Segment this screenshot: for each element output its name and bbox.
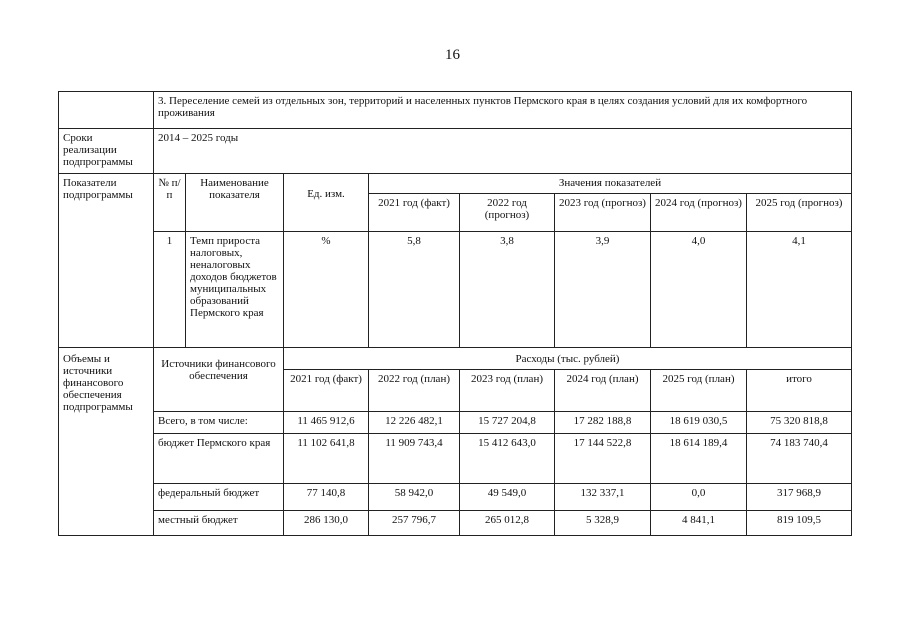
total-2025: 18 619 030,5 — [651, 412, 747, 434]
terms-value: 2014 – 2025 годы — [154, 129, 852, 174]
indicator-value-2025: 4,1 — [747, 232, 852, 348]
total-2021: 11 465 912,6 — [284, 412, 369, 434]
indicator-name: Темп прироста налоговых, неналоговых доходов бюджетов муниципальных образований Пермского края — [186, 232, 284, 348]
source-local: местный бюджет — [154, 511, 284, 536]
indicator-year-2022: 2022 год (прогноз) — [460, 194, 555, 232]
funding-year-2021: 2021 год (факт) — [284, 370, 369, 412]
terms-row — [59, 129, 852, 174]
funding-row-regional — [59, 434, 852, 484]
indicator-value-2023: 3,9 — [555, 232, 651, 348]
indicator-unit: % — [284, 232, 369, 348]
col-source-header: Источники финансового обеспечения — [154, 348, 284, 412]
regional-sum: 74 183 740,4 — [747, 434, 852, 484]
funding-year-2022: 2022 год (план) — [369, 370, 460, 412]
funding-year-2023: 2023 год (план) — [460, 370, 555, 412]
terms-label: Сроки реализации подпрограммы — [59, 129, 154, 174]
funding-year-2024: 2024 год (план) — [555, 370, 651, 412]
funding-label: Объемы и источники финансового обеспечения подпрограммы — [59, 348, 154, 536]
total-sum: 75 320 818,8 — [747, 412, 852, 434]
expenses-header: Расходы (тыс. рублей) — [284, 348, 852, 370]
regional-2023: 15 412 643,0 — [460, 434, 555, 484]
federal-2022: 58 942,0 — [369, 484, 460, 511]
local-2025: 4 841,1 — [651, 511, 747, 536]
local-sum: 819 109,5 — [747, 511, 852, 536]
col-unit-header: Ед. изм. — [284, 174, 369, 232]
local-2021: 286 130,0 — [284, 511, 369, 536]
col-num-header: № п/п — [154, 174, 186, 232]
regional-2024: 17 144 522,8 — [555, 434, 651, 484]
indicator-row — [59, 232, 852, 348]
title-label-cell — [59, 92, 154, 129]
funding-row-total — [59, 412, 852, 434]
total-2024: 17 282 188,8 — [555, 412, 651, 434]
subprogram-passport-table — [58, 91, 852, 536]
indicator-num: 1 — [154, 232, 186, 348]
source-federal: федеральный бюджет — [154, 484, 284, 511]
funding-header-row — [59, 348, 852, 370]
indicator-value-2024: 4,0 — [651, 232, 747, 348]
funding-total-header: итого — [747, 370, 852, 412]
local-2024: 5 328,9 — [555, 511, 651, 536]
indicator-year-2023: 2023 год (прогноз) — [555, 194, 651, 232]
indicators-header-row — [59, 174, 852, 194]
funding-row-local — [59, 511, 852, 536]
source-total: Всего, в том числе: — [154, 412, 284, 434]
indicators-label: Показатели подпрограммы — [59, 174, 154, 348]
funding-row-federal — [59, 484, 852, 511]
total-2023: 15 727 204,8 — [460, 412, 555, 434]
col-name-header: Наименование показателя — [186, 174, 284, 232]
indicator-year-2025: 2025 год (прогноз) — [747, 194, 852, 232]
title-row — [59, 92, 852, 129]
funding-year-2025: 2025 год (план) — [651, 370, 747, 412]
local-2023: 265 012,8 — [460, 511, 555, 536]
federal-2021: 77 140,8 — [284, 484, 369, 511]
regional-2021: 11 102 641,8 — [284, 434, 369, 484]
indicator-year-2024: 2024 год (прогноз) — [651, 194, 747, 232]
regional-2022: 11 909 743,4 — [369, 434, 460, 484]
federal-sum: 317 968,9 — [747, 484, 852, 511]
source-regional: бюджет Пермского края — [154, 434, 284, 484]
subprogram-title: 3. Переселение семей из отдельных зон, территорий и населенных пунктов Пермского края в целях создания условий для их комфортного проживания — [154, 92, 852, 129]
indicator-year-2021: 2021 год (факт) — [369, 194, 460, 232]
values-header: Значения показателей — [369, 174, 852, 194]
federal-2023: 49 549,0 — [460, 484, 555, 511]
federal-2025: 0,0 — [651, 484, 747, 511]
indicator-value-2022: 3,8 — [460, 232, 555, 348]
total-2022: 12 226 482,1 — [369, 412, 460, 434]
local-2022: 257 796,7 — [369, 511, 460, 536]
federal-2024: 132 337,1 — [555, 484, 651, 511]
page-number: 16 — [445, 47, 460, 63]
indicator-value-2021: 5,8 — [369, 232, 460, 348]
regional-2025: 18 614 189,4 — [651, 434, 747, 484]
